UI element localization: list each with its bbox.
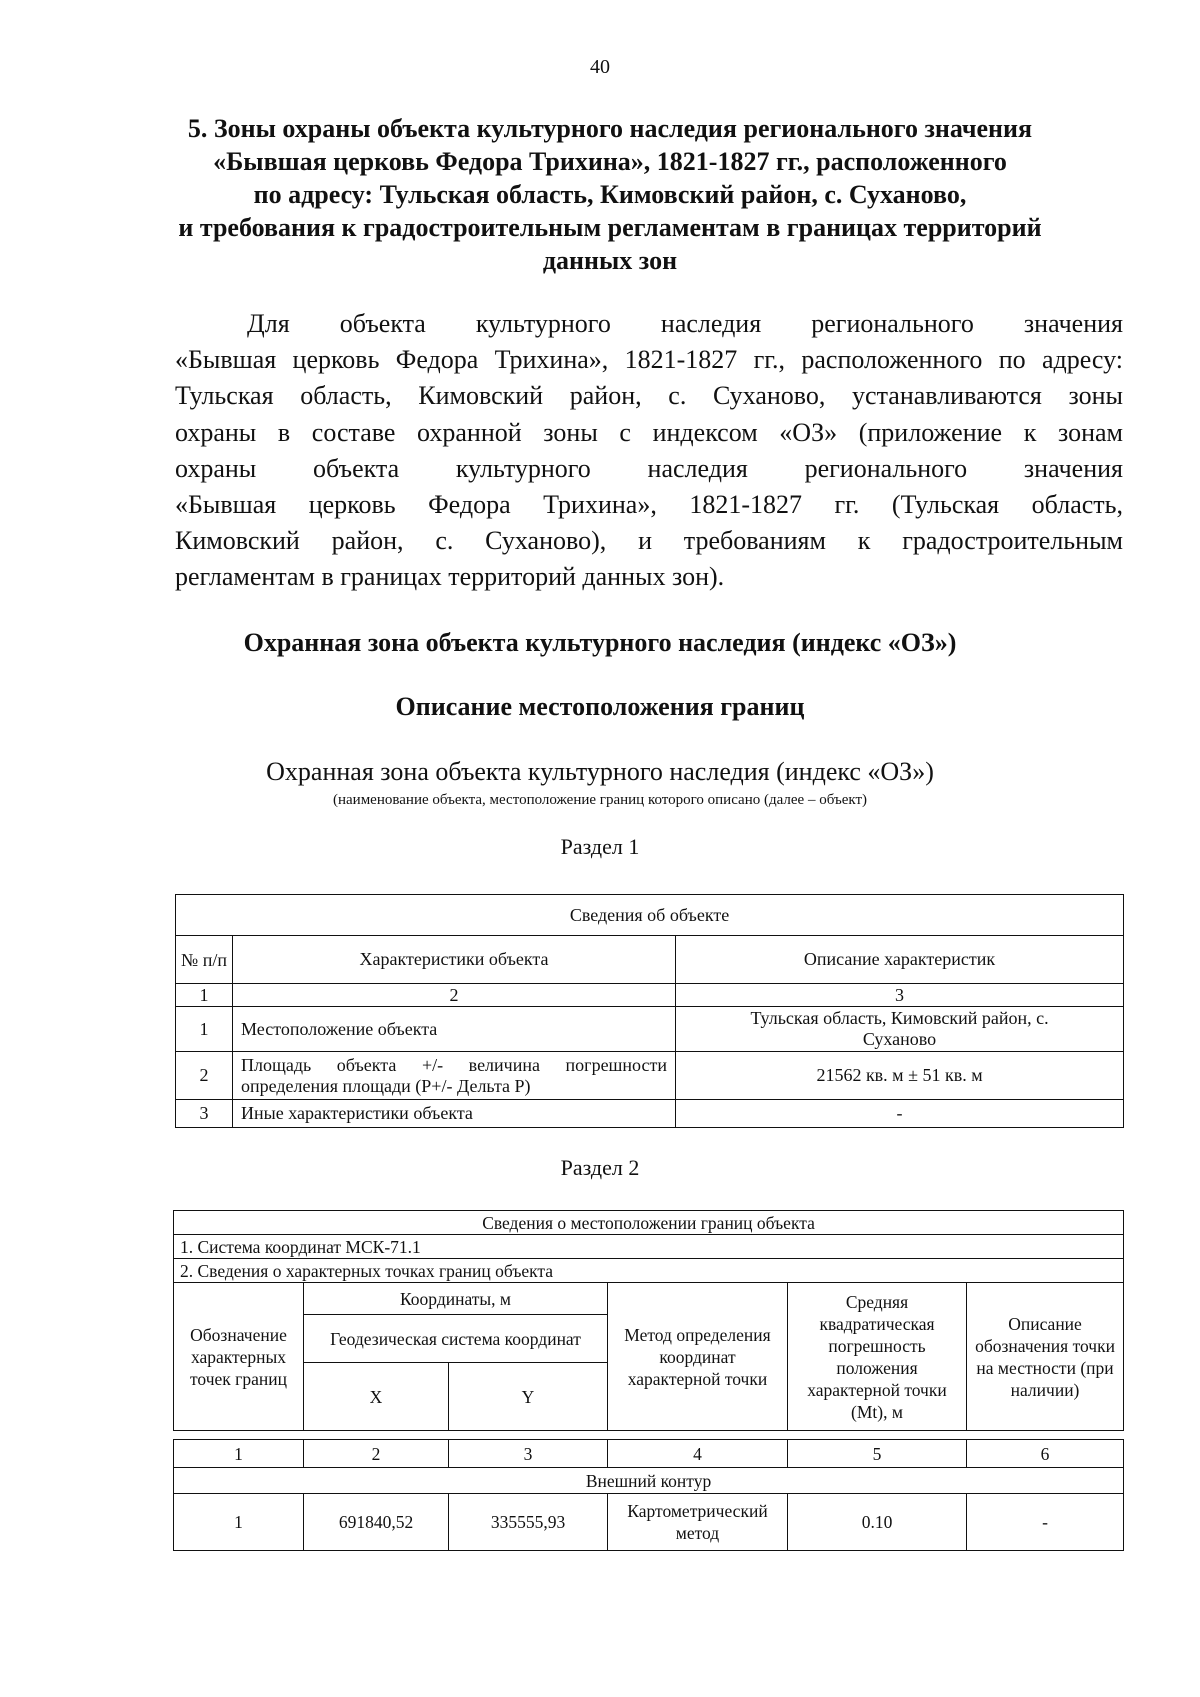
table-title: Сведения о местоположении границ объекта: [174, 1211, 1124, 1235]
table-row: [176, 1052, 1124, 1100]
table-title: Сведения об объекте: [176, 895, 1124, 936]
coordinate-system-row: 1. Система координат МСК-71.1: [174, 1235, 1124, 1259]
column-header-error: Средняя квадратическая погрешность положения характерной точки (Mt), м: [788, 1283, 967, 1431]
table-row: [174, 1494, 1124, 1551]
paragraph-line: регламентам в границах территорий данных зон).: [175, 562, 725, 592]
paragraph-line: охраны объекта культурного наследия регионального значения: [175, 453, 1123, 483]
row-description: Тульская область, Кимовский район, с. Суханово: [676, 1007, 1124, 1052]
row-description: 21562 кв. м ± 51 кв. м: [676, 1052, 1124, 1100]
column-header-geodetic-system: Геодезическая система координат: [304, 1315, 608, 1363]
contour-label: Внешний контур: [174, 1468, 1124, 1494]
paragraph-line: «Бывшая церковь Федора Трихина», 1821-1827 гг., расположенного по адресу:: [175, 345, 1123, 375]
index-cell: 2: [304, 1440, 449, 1468]
index-cell: 2: [233, 984, 676, 1007]
row-characteristic: Площадь объекта +/- величина погрешности определения площади (Р+/- Дельта Р): [233, 1052, 676, 1100]
index-cell: 4: [608, 1440, 788, 1468]
column-header-y: Y: [449, 1363, 608, 1431]
heading-line: 5. Зоны охраны объекта культурного наследия регионального значения: [187, 114, 1033, 143]
row-number: 3: [176, 1100, 233, 1128]
row-number: 1: [176, 1007, 233, 1052]
row-description: -: [676, 1100, 1124, 1128]
intro-paragraph: [175, 306, 1123, 596]
paragraph-line: Кимовский район, с. Суханово), и требованиям к градостроительным: [175, 526, 1123, 556]
column-header-number: № п/п: [176, 936, 233, 984]
paragraph-line: Для объекта культурного наследия регионального значения: [247, 309, 1123, 338]
index-cell: 3: [676, 984, 1124, 1007]
index-cell: 1: [176, 984, 233, 1007]
error-value: 0.10: [788, 1494, 967, 1551]
page-number: 40: [590, 56, 610, 78]
paragraph-line: охраны в составе охранной зоны с индексом «ОЗ» (приложение к зонам: [175, 417, 1123, 447]
object-name: Охранная зона объекта культурного наследия (индекс «ОЗ»): [266, 757, 934, 786]
index-cell: 3: [449, 1440, 608, 1468]
column-header-point: Обозначение характерных точек границ: [174, 1283, 304, 1431]
column-header-description: Описание характеристик: [676, 936, 1124, 984]
index-cell: 1: [174, 1440, 304, 1468]
column-header-method: Метод определения координат характерной точки: [608, 1283, 788, 1431]
boundary-location-table: [173, 1210, 1124, 1551]
table-row: [176, 1007, 1124, 1052]
points-info-row: 2. Сведения о характерных точках границ объекта: [174, 1259, 1124, 1283]
index-cell: 6: [967, 1440, 1124, 1468]
column-header-x: X: [304, 1363, 449, 1431]
row-characteristic: Местоположение объекта: [233, 1007, 676, 1052]
index-cell: 5: [788, 1440, 967, 1468]
object-info-table: [175, 894, 1124, 1128]
section-heading: [160, 112, 1060, 277]
section-2-label: Раздел 2: [560, 1155, 640, 1180]
paragraph-line: Тульская область, Кимовский район, с. Суханово, устанавливаются зоны: [175, 381, 1123, 411]
column-header-marking: Описание обозначения точки на местности (при наличии): [967, 1283, 1124, 1431]
heading-line: по адресу: Тульская область, Кимовский район, с. Суханово,: [253, 180, 967, 209]
paragraph-line: «Бывшая церковь Федора Трихина», 1821-1827 гг. (Тульская область,: [175, 490, 1123, 520]
coordinate-y: 335555,93: [449, 1494, 608, 1551]
description-subheading: Описание местоположения границ: [395, 692, 805, 721]
coordinate-x: 691840,52: [304, 1494, 449, 1551]
marking-value: -: [967, 1494, 1124, 1551]
column-header-characteristics: Характеристики объекта: [233, 936, 676, 984]
method-value: Картометрический метод: [608, 1494, 788, 1551]
section-1-label: Раздел 1: [560, 834, 640, 859]
table-row: [176, 1100, 1124, 1128]
row-number: 2: [176, 1052, 233, 1100]
heading-line: и требования к градостроительным регламентам в границах территорий: [178, 213, 1042, 242]
zone-subheading: Охранная зона объекта культурного наследия (индекс «ОЗ»): [243, 628, 957, 657]
heading-line: «Бывшая церковь Федора Трихина», 1821-1827 гг., расположенного: [213, 147, 1007, 176]
object-name-caption: (наименование объекта, местоположение границ которого описано (далее – объект): [332, 792, 868, 808]
column-header-coordinates: Координаты, м: [304, 1283, 608, 1315]
table-spacer: [174, 1431, 1124, 1440]
row-characteristic: Иные характеристики объекта: [233, 1100, 676, 1128]
heading-line: данных зон: [542, 246, 678, 275]
point-id: 1: [174, 1494, 304, 1551]
